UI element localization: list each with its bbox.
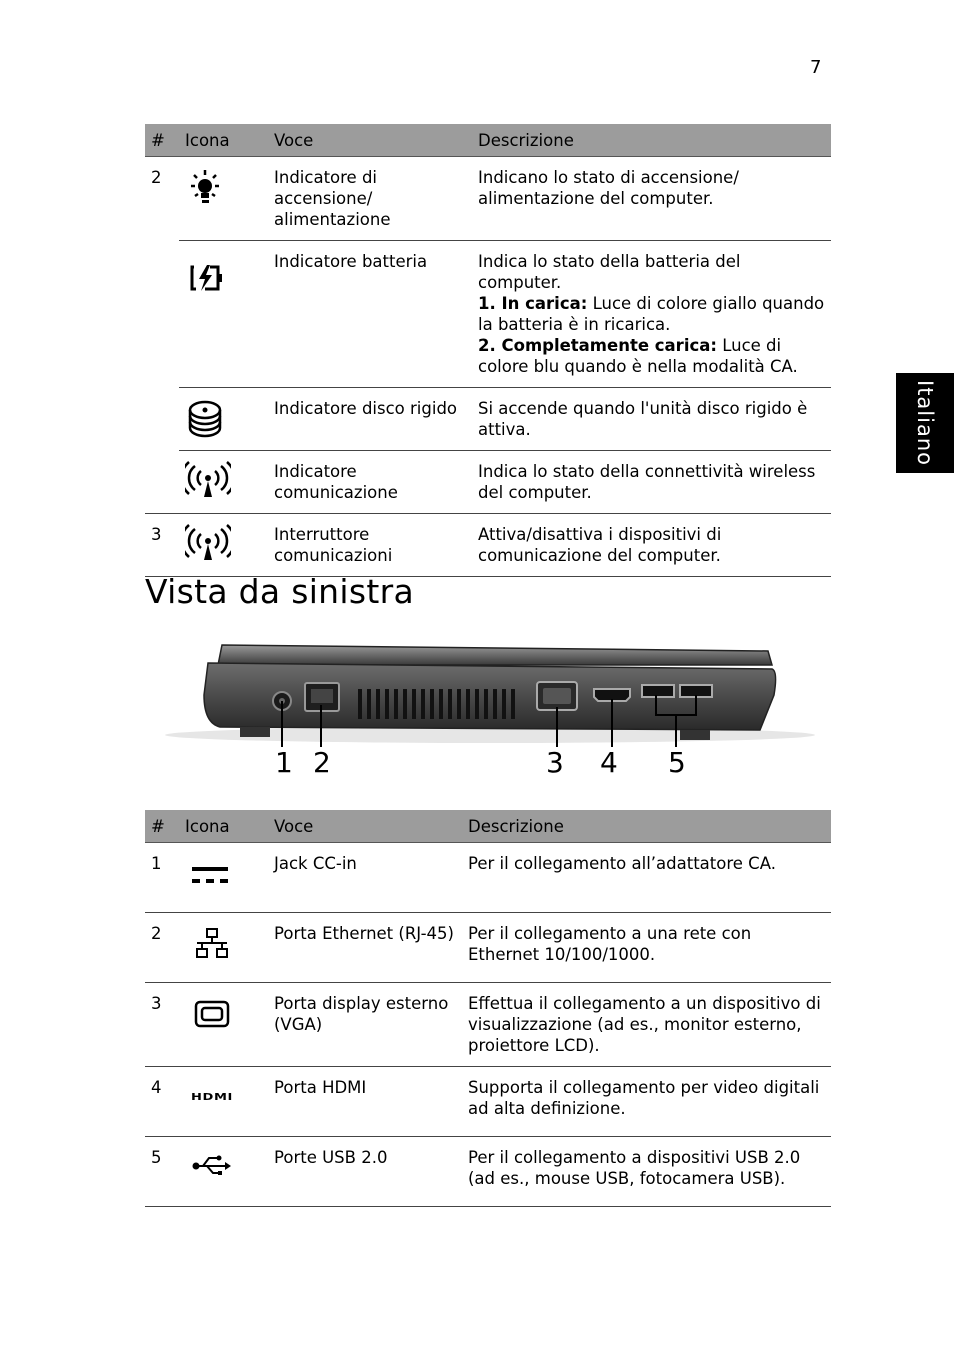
- row-item: Interruttore comunicazioni: [268, 514, 472, 577]
- row-num: 2: [145, 913, 179, 983]
- row-desc: Supporta il collegamento per video digitali ad alta definizione.: [462, 1067, 831, 1137]
- row-desc: Indica lo stato della connettività wireless del computer.: [472, 451, 831, 514]
- row-num: 1: [145, 843, 179, 913]
- header-icon: Icona: [179, 810, 268, 843]
- table-row: [145, 157, 831, 241]
- header-num: #: [145, 124, 179, 157]
- wireless-icon: [179, 451, 268, 514]
- row-desc: Per il collegamento a una rete con Ethernet 10/100/1000.: [462, 913, 831, 983]
- table-row: [145, 388, 831, 451]
- table-row: [145, 1067, 831, 1137]
- desc-item-text: Luce di colore blu quando è nella modalità CA.: [478, 336, 798, 376]
- row-desc: Attiva/disattiva i dispositivi di comunicazione del computer.: [472, 514, 831, 577]
- row-desc: Per il collegamento all’adattatore CA.: [462, 843, 831, 913]
- row-item: Indicatore di accensione/ alimentazione: [268, 157, 472, 241]
- hard-disk-icon: [179, 388, 268, 451]
- row-item: Indicatore disco rigido: [268, 388, 472, 451]
- header-item: Voce: [268, 810, 462, 843]
- hdmi-icon: [179, 1067, 268, 1137]
- row-desc: Si accende quando l'unità disco rigido è attiva.: [472, 388, 831, 451]
- usb-icon: [179, 1137, 268, 1207]
- row-desc: Per il collegamento a dispositivi USB 2.0 (ad es., mouse USB, fotocamera USB).: [462, 1137, 831, 1207]
- table-row: [145, 241, 831, 388]
- desc-item-label: 1. In carica:: [478, 294, 588, 313]
- table-row: [145, 913, 831, 983]
- header-icon: Icona: [179, 124, 268, 157]
- row-item: Jack CC-in: [268, 843, 462, 913]
- vga-icon: [179, 983, 268, 1067]
- callout-3: 3: [546, 746, 564, 779]
- hdmi-icon-text: HDMI: [191, 1092, 234, 1103]
- row-num: 5: [145, 1137, 179, 1207]
- row-desc: Effettua il collegamento a un dispositivo di visualizzazione (ad es., monitor esterno, proiettore LCD).: [462, 983, 831, 1067]
- row-item: Porta Ethernet (RJ-45): [268, 913, 462, 983]
- row-num: [145, 388, 179, 451]
- callout-1: 1: [275, 746, 293, 779]
- callout-2: 2: [313, 746, 331, 779]
- table-header-row: [145, 810, 831, 843]
- header-desc: Descrizione: [472, 124, 831, 157]
- table-row: [145, 1137, 831, 1207]
- callout-5: 5: [668, 746, 686, 779]
- battery-charge-icon: [179, 241, 268, 388]
- dc-in-icon: [179, 843, 268, 913]
- desc-item-text: Luce di colore giallo quando la batteria è in ricarica.: [478, 294, 825, 334]
- table-header-row: [145, 124, 831, 157]
- table-row: [145, 451, 831, 514]
- language-side-tab-label: Italiano: [913, 380, 937, 466]
- callout-4: 4: [600, 746, 618, 779]
- indicators-table: [145, 124, 831, 577]
- desc-item-label: 2. Completamente carica:: [478, 336, 717, 355]
- row-desc-multi: [472, 241, 831, 388]
- row-num: [145, 241, 179, 388]
- header-num: #: [145, 810, 179, 843]
- row-num: 3: [145, 514, 179, 577]
- row-num: 3: [145, 983, 179, 1067]
- row-num: 2: [151, 168, 162, 187]
- header-item: Voce: [268, 124, 472, 157]
- language-side-tab: [896, 373, 954, 473]
- lightbulb-icon: [179, 157, 268, 241]
- ports-table: [145, 810, 831, 1207]
- ethernet-icon: [179, 913, 268, 983]
- section-title: Vista da sinistra: [145, 572, 414, 611]
- row-item: Porte USB 2.0: [268, 1137, 462, 1207]
- row-desc: Indica lo stato della batteria del computer.: [478, 252, 741, 292]
- table-row: [145, 983, 831, 1067]
- table-row: [145, 843, 831, 913]
- desc-item: [478, 335, 825, 377]
- row-item: Porta display esterno (VGA): [268, 983, 462, 1067]
- row-num: 4: [145, 1067, 179, 1137]
- header-desc: Descrizione: [462, 810, 831, 843]
- row-item: Indicatore comunicazione: [268, 451, 472, 514]
- laptop-left-side-image: [160, 635, 820, 785]
- table-row: [145, 514, 831, 577]
- page-number: 7: [810, 57, 822, 78]
- wireless-icon: [179, 514, 268, 577]
- row-desc: Indicano lo stato di accensione/ alimentazione del computer.: [472, 157, 831, 241]
- row-num: [145, 451, 179, 514]
- row-item: Porta HDMI: [268, 1067, 462, 1137]
- desc-item: [478, 293, 825, 335]
- row-item: Indicatore batteria: [268, 241, 472, 388]
